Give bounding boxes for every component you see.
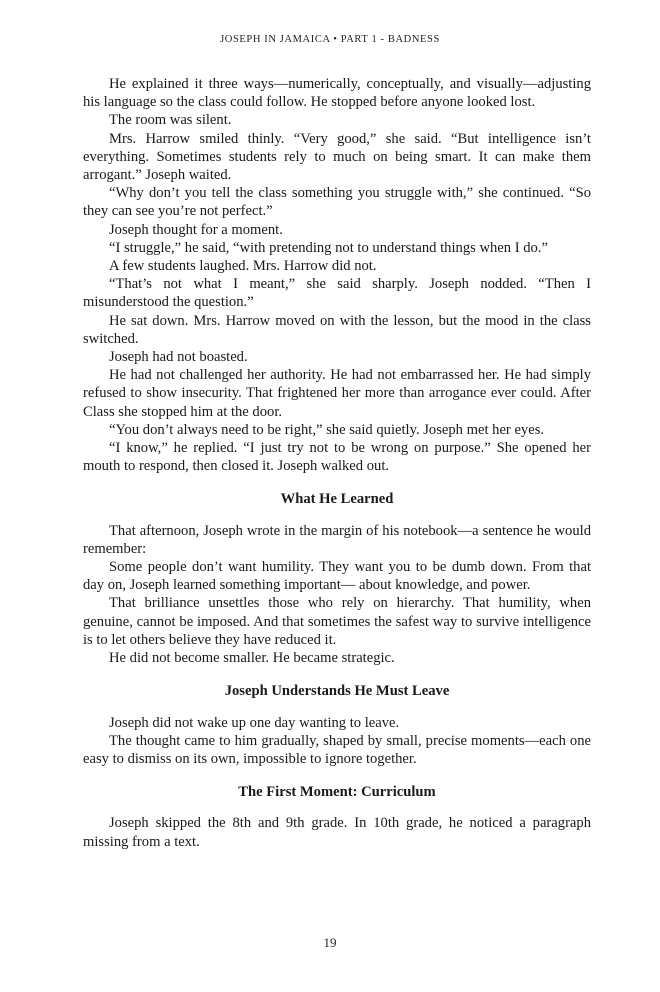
paragraph: Joseph thought for a moment. <box>109 221 283 238</box>
paragraph: Joseph skipped the 8th and 9th grade. In 10th grade, he noticed a paragraph missing from a text. <box>83 815 591 850</box>
section-what-he-learned <box>83 522 591 668</box>
paragraph: A few students laughed. Mrs. Harrow did not. <box>109 258 377 275</box>
paragraph: Some people don’t want humility. They want you to be dumb down. From that day on, Joseph learned something important— about knowledge, and power. <box>83 559 591 594</box>
paragraph: “You don’t always need to be right,” she said quietly. Joseph met her eyes. <box>109 421 545 438</box>
section-heading: Joseph Understands He Must Leave <box>224 683 450 700</box>
paragraph: “I struggle,” he said, “with pretending not to understand things when I do.” <box>109 239 548 256</box>
paragraph: “I know,” he replied. “I just try not to be wrong on purpose.” She opened her mouth to respond, then closed it. Joseph walked out. <box>83 440 591 475</box>
paragraph: Mrs. Harrow smiled thinly. “Very good,” she said. “But intelligence isn’t everything. Sometimes students rely to much on being smart. It can make them arrogant.” Joseph waited. <box>83 130 591 184</box>
paragraph: That brilliance unsettles those who rely on hierarchy. That humility, when genuine, cannot be imposed. And that sometimes the safest way to survive intelligence is to let others believe they have reduced it. <box>83 595 591 648</box>
running-head: JOSEPH IN JAMAICA • PART 1 - BADNESS <box>220 34 440 45</box>
paragraph: Joseph had not boasted. <box>109 349 248 366</box>
body-text <box>83 75 591 851</box>
paragraph: That afternoon, Joseph wrote in the margin of his notebook—a sentence he would remember: <box>83 522 591 557</box>
page-number: 19 <box>323 935 337 950</box>
paragraph: “That’s not what I meant,” she said sharply. Joseph nodded. “Then I misunderstood the question.” <box>83 276 591 311</box>
section-heading: The First Moment: Curriculum <box>238 784 436 801</box>
paragraph: He sat down. Mrs. Harrow moved on with the lesson, but the mood in the class switched. <box>83 312 591 347</box>
paragraph: Joseph did not wake up one day wanting to leave. <box>109 714 400 731</box>
paragraph: “Why don’t you tell the class something you struggle with,” she continued. “So they can see you’re not perfect.” <box>83 185 591 220</box>
section-curriculum <box>83 814 591 850</box>
section-must-leave <box>83 714 591 769</box>
section-classroom <box>83 75 591 475</box>
section-heading: What He Learned <box>280 491 394 508</box>
paragraph: He had not challenged her authority. He had not embarrassed her. He had simply refused to show insecurity. That frightened her more than arrogance ever could. After Class she stopped him at the door. <box>83 367 591 420</box>
paragraph: The room was silent. <box>109 112 232 129</box>
paragraph: The thought came to him gradually, shaped by small, precise moments—each one easy to dismiss on its own, impossible to ignore together. <box>83 732 591 767</box>
paragraph: He explained it three ways—numerically, conceptually, and visually—adjusting his language so the class could follow. He stopped before anyone looked lost. <box>83 76 591 111</box>
paragraph: He did not become smaller. He became strategic. <box>109 650 395 667</box>
